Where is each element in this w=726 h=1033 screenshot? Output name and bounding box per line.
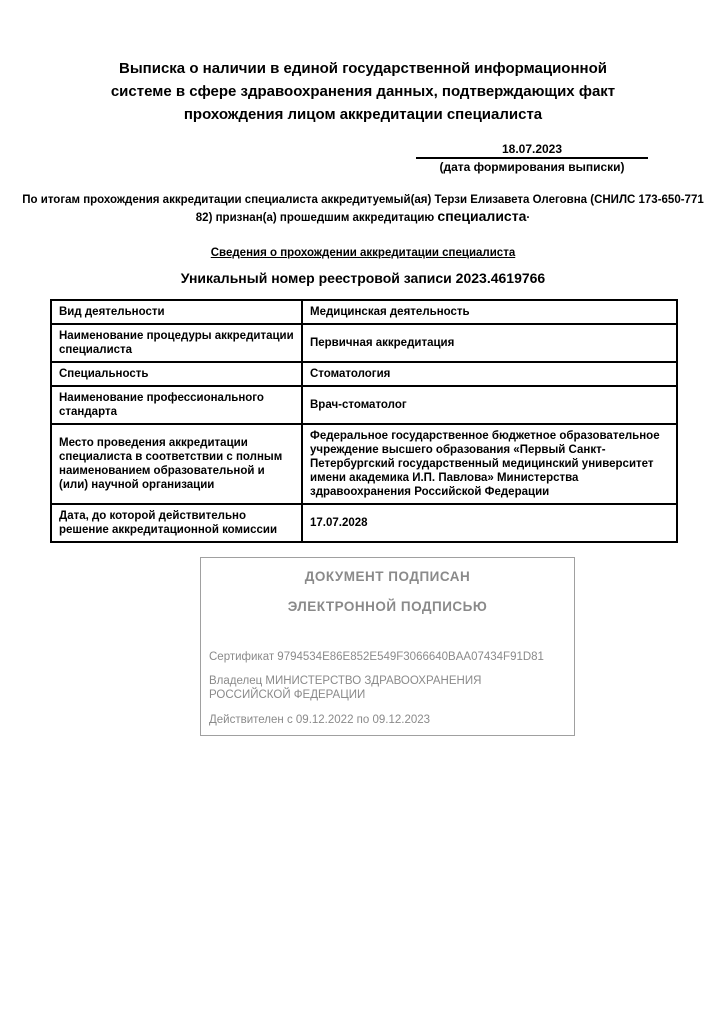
certificate-line: Сертификат 9794534E86E852E549F3066640BAA07434F91D81 — [209, 651, 544, 663]
field-value: Врач-стоматолог — [302, 386, 677, 424]
trailing-mark: · — [526, 211, 531, 224]
field-value: Первичная аккредитация — [302, 324, 677, 362]
issue-date-caption: (дата формирования выписки) — [439, 160, 625, 174]
signature-box — [200, 557, 575, 736]
field-value: Федеральное государственное бюджетное образовательное учреждение высшего образования «Первый Санкт-Петербургский государственный медицинский университет имени академика И.П. Павлова» Министерства здравоохранения Российской Федерации — [302, 424, 677, 504]
statement-line-1: По итогам прохождения аккредитации специалиста аккредитуемый(ая) Терзи Елизавета Олеговна (СНИЛС 173-650-771 — [22, 194, 704, 206]
field-value: Медицинская деятельность — [302, 300, 677, 324]
field-label: Специальность — [51, 362, 302, 386]
table-row — [51, 386, 677, 424]
document-title — [0, 0, 726, 126]
statement-line-2 — [195, 207, 531, 224]
signature-title-line-2: ЭЛЕКТРОННОЙ ПОДПИСЬЮ — [287, 599, 488, 614]
field-label: Дата, до которой действительно решение аккредитационной комиссии — [51, 504, 302, 542]
table-row — [51, 424, 677, 504]
table-row — [51, 324, 677, 362]
field-label: Место проведения аккредитации специалиста в соответствии с полным наименованием образовательной и (или) научной организации — [51, 424, 302, 504]
owner-line: Владелец МИНИСТЕРСТВО ЗДРАВООХРАНЕНИЯ РОССИЙСКОЙ ФЕДЕРАЦИИ — [209, 675, 482, 701]
issue-date: 18.07.2023 — [416, 142, 648, 159]
title-line: прохождения лицом аккредитации специалиста — [183, 106, 543, 123]
field-value: Стоматология — [302, 362, 677, 386]
statement-line-2-text: 82) признан(а) прошедшим аккредитацию — [195, 211, 438, 224]
issue-date-block — [416, 142, 648, 174]
field-label: Наименование профессионального стандарта — [51, 386, 302, 424]
field-value: 17.07.2028 — [302, 504, 677, 542]
validity-line: Действителен с 09.12.2022 по 09.12.2023 — [209, 714, 431, 726]
signature-title-line-1: ДОКУМЕНТ ПОДПИСАН — [304, 569, 471, 584]
table-row — [51, 300, 677, 324]
field-label: Наименование процедуры аккредитации специалиста — [51, 324, 302, 362]
title-line: системе в сфере здравоохранения данных, подтверждающих факт — [110, 83, 616, 100]
specialist-word: специалиста — [437, 207, 527, 224]
section-heading: Сведения о прохождении аккредитации специалиста — [210, 247, 516, 259]
table-row — [51, 504, 677, 542]
accreditation-table — [50, 299, 678, 543]
registry-number: Уникальный номер реестровой записи 2023.4619766 — [180, 270, 546, 286]
accreditation-statement — [0, 193, 726, 226]
field-label: Вид деятельности — [51, 300, 302, 324]
title-line: Выписка о наличии в единой государственной информационной — [119, 60, 607, 77]
table-row — [51, 362, 677, 386]
